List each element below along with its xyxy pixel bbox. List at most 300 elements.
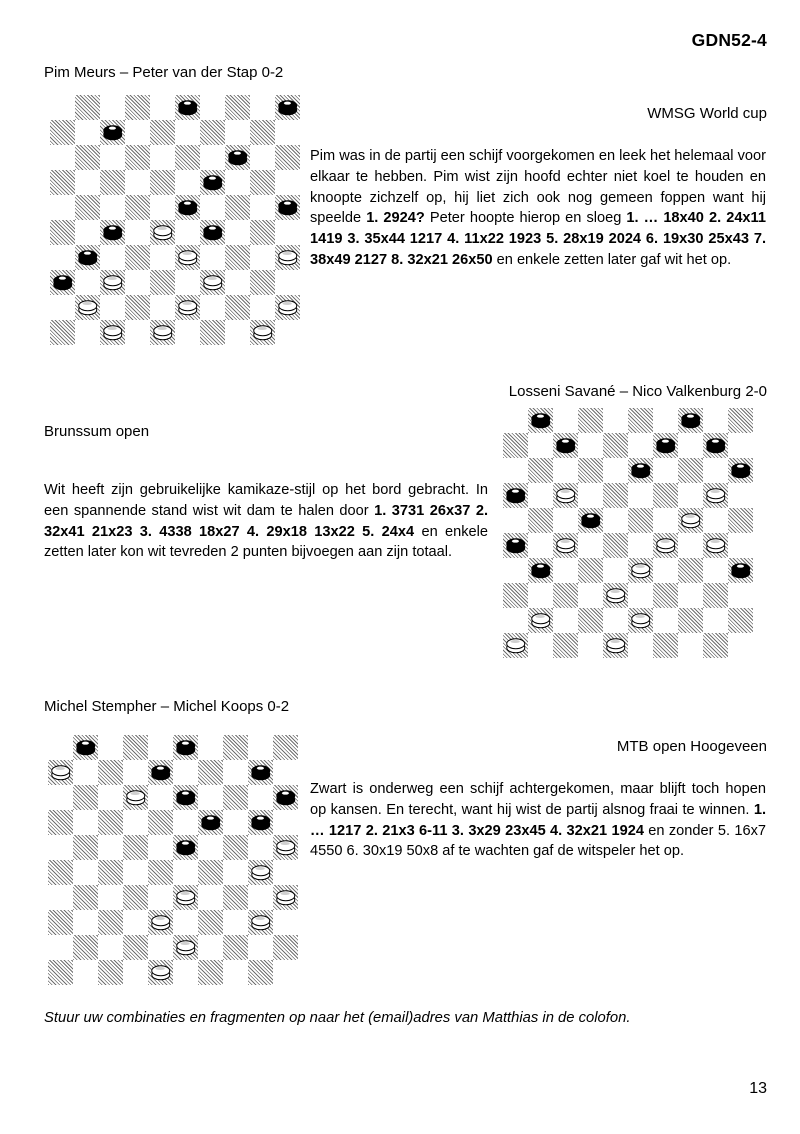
event-title-1-text: WMSG World cup: [647, 105, 767, 122]
board-square-light: [578, 433, 603, 458]
board-square-42: [123, 935, 148, 960]
board-square-light: [578, 533, 603, 558]
board-square-light: [628, 433, 653, 458]
board-square-light: [653, 408, 678, 433]
piece-highlight: [131, 792, 140, 794]
piece-top: [178, 100, 198, 111]
piece-top: [681, 413, 701, 424]
piece-highlight: [207, 817, 214, 820]
board-square-15: [728, 458, 753, 483]
board-square-19: [198, 810, 223, 835]
black-piece: [103, 125, 123, 141]
board-square-light: [150, 245, 175, 270]
board-square-34: [225, 245, 250, 270]
piece-highlight: [158, 327, 167, 329]
board-square-28: [603, 533, 628, 558]
board-square-19: [200, 170, 225, 195]
piece-top: [531, 413, 551, 424]
piece-top: [176, 740, 196, 751]
piece-highlight: [611, 590, 620, 592]
event-title-1: [647, 105, 767, 122]
board-square-light: [225, 220, 250, 245]
board-square-5: [275, 95, 300, 120]
board-square-light: [100, 195, 125, 220]
piece-highlight: [83, 302, 92, 304]
piece-top: [126, 790, 146, 801]
board-square-20: [250, 170, 275, 195]
board-square-light: [703, 558, 728, 583]
board-square-29: [653, 533, 678, 558]
board-square-light: [653, 608, 678, 633]
board-square-light: [628, 583, 653, 608]
board-square-49: [198, 960, 223, 985]
board-square-light: [603, 558, 628, 583]
board-square-light: [628, 483, 653, 508]
piece-top: [78, 250, 98, 261]
board-square-light: [75, 220, 100, 245]
board-square-42: [578, 608, 603, 633]
piece-top: [76, 740, 96, 751]
board-square-light: [248, 835, 273, 860]
board-square-31: [73, 885, 98, 910]
piece-top: [278, 250, 298, 261]
text-run: en enkele zetten later kon wit tevreden 2 punten bijvoegen aan zijn totaal.: [44, 523, 488, 561]
board-square-8: [150, 120, 175, 145]
board-square-light: [200, 145, 225, 170]
board-square-31: [528, 558, 553, 583]
board-square-10: [250, 120, 275, 145]
board-square-light: [75, 270, 100, 295]
white-piece: [151, 965, 171, 981]
piece-top: [203, 275, 223, 286]
board-square-7: [100, 120, 125, 145]
piece-top: [153, 325, 173, 336]
white-piece: [203, 275, 223, 291]
board-square-light: [578, 633, 603, 658]
board-square-44: [225, 295, 250, 320]
board-square-43: [173, 935, 198, 960]
piece-top: [581, 513, 601, 524]
piece-highlight: [561, 540, 570, 542]
board-square-12: [123, 785, 148, 810]
white-piece: [556, 488, 576, 504]
board-square-light: [223, 760, 248, 785]
board-square-26: [50, 220, 75, 245]
commentary-text-1: [310, 146, 766, 271]
board-square-2: [578, 408, 603, 433]
piece-highlight: [56, 767, 65, 769]
board-square-1: [73, 735, 98, 760]
board-square-light: [150, 145, 175, 170]
piece-top: [731, 463, 751, 474]
board-square-34: [223, 885, 248, 910]
board-square-20: [703, 483, 728, 508]
event-title-3-text: MTB open Hoogeveen: [616, 738, 767, 755]
board-square-44: [678, 608, 703, 633]
board-square-light: [250, 295, 275, 320]
board-square-45: [273, 935, 298, 960]
board-square-29: [198, 860, 223, 885]
piece-top: [203, 175, 223, 186]
board-square-3: [175, 95, 200, 120]
board-square-light: [150, 95, 175, 120]
piece-highlight: [512, 490, 519, 493]
board-square-41: [75, 295, 100, 320]
board-square-light: [273, 810, 298, 835]
black-piece: [203, 175, 223, 191]
game-title-2: Losseni Savané – Nico Valkenburg 2-0: [508, 383, 767, 400]
board-square-light: [250, 145, 275, 170]
board-square-22: [123, 835, 148, 860]
piece-top: [606, 638, 626, 649]
piece-highlight: [208, 277, 217, 279]
board-square-11: [73, 785, 98, 810]
black-piece: [506, 538, 526, 554]
board-square-3: [173, 735, 198, 760]
piece-highlight: [181, 892, 190, 894]
commentary-text-3: [310, 779, 766, 862]
board-square-light: [578, 583, 603, 608]
text-run: en enkele zetten later gaf wit het op.: [496, 251, 732, 268]
board-square-16: [48, 810, 73, 835]
white-piece: [278, 300, 298, 316]
board-square-39: [200, 270, 225, 295]
board-square-light: [225, 270, 250, 295]
board-square-15: [275, 145, 300, 170]
board-square-light: [223, 810, 248, 835]
text-run: 1. … 1217 2. 21x3 6-11 3. 3x29 23x45 4. 32x21 1924: [310, 801, 766, 839]
board-square-32: [125, 245, 150, 270]
piece-highlight: [537, 565, 544, 568]
board-square-light: [275, 220, 300, 245]
piece-highlight: [536, 615, 545, 617]
board-square-light: [225, 170, 250, 195]
board-square-27: [553, 533, 578, 558]
board-square-light: [703, 408, 728, 433]
board-square-light: [125, 320, 150, 345]
board-square-6: [503, 433, 528, 458]
piece-top: [251, 765, 271, 776]
commentary-text-2: [44, 480, 488, 563]
board-square-38: [150, 270, 175, 295]
board-square-8: [603, 433, 628, 458]
piece-highlight: [257, 767, 264, 770]
black-piece: [53, 275, 73, 291]
black-piece: [176, 790, 196, 806]
board-square-17: [100, 170, 125, 195]
board-square-light: [198, 785, 223, 810]
board-square-light: [150, 195, 175, 220]
board-square-47: [98, 960, 123, 985]
board-square-light: [173, 910, 198, 935]
white-piece: [656, 538, 676, 554]
piece-highlight: [256, 917, 265, 919]
piece-highlight: [257, 817, 264, 820]
board-square-7: [553, 433, 578, 458]
black-piece: [581, 513, 601, 529]
board-square-light: [48, 885, 73, 910]
board-square-39: [198, 910, 223, 935]
white-piece: [126, 790, 146, 806]
white-piece: [631, 613, 651, 629]
piece-top: [556, 488, 576, 499]
piece-highlight: [158, 227, 167, 229]
black-piece: [278, 100, 298, 116]
board-square-48: [603, 633, 628, 658]
board-square-45: [275, 295, 300, 320]
black-piece: [76, 740, 96, 756]
board-square-41: [528, 608, 553, 633]
board-square-light: [100, 95, 125, 120]
piece-top: [176, 940, 196, 951]
piece-top: [278, 100, 298, 111]
board-square-31: [75, 245, 100, 270]
board-square-48: [148, 960, 173, 985]
white-piece: [103, 325, 123, 341]
white-piece: [278, 250, 298, 266]
board-square-light: [75, 170, 100, 195]
board-square-37: [553, 583, 578, 608]
board-square-49: [200, 320, 225, 345]
white-piece: [681, 513, 701, 529]
issue-header: GDN52-4: [691, 30, 767, 50]
board-square-1: [75, 95, 100, 120]
board-square-24: [225, 195, 250, 220]
board-square-light: [48, 735, 73, 760]
white-piece: [176, 940, 196, 956]
piece-top: [203, 225, 223, 236]
white-piece: [151, 915, 171, 931]
piece-top: [51, 765, 71, 776]
piece-highlight: [512, 540, 519, 543]
piece-top: [706, 488, 726, 499]
piece-highlight: [537, 415, 544, 418]
board-square-light: [553, 508, 578, 533]
piece-top: [631, 613, 651, 624]
piece-highlight: [562, 440, 569, 443]
board-square-light: [100, 145, 125, 170]
piece-highlight: [281, 842, 290, 844]
board-square-29: [200, 220, 225, 245]
board-square-light: [73, 860, 98, 885]
black-piece: [631, 463, 651, 479]
board-square-light: [275, 270, 300, 295]
black-piece: [178, 200, 198, 216]
piece-top: [103, 325, 123, 336]
board-square-light: [198, 935, 223, 960]
board-square-6: [50, 120, 75, 145]
piece-highlight: [182, 792, 189, 795]
board-square-32: [123, 885, 148, 910]
piece-top: [531, 613, 551, 624]
board-square-light: [98, 885, 123, 910]
board-square-light: [125, 270, 150, 295]
board-square-light: [73, 810, 98, 835]
board-square-light: [200, 95, 225, 120]
board-square-light: [603, 408, 628, 433]
white-piece: [606, 588, 626, 604]
text-run: en zonder 5. 16x7 4550 6. 30x19 50x8 af te wachten gaf de witspeler het op.: [310, 822, 766, 860]
board-square-light: [125, 120, 150, 145]
piece-top: [631, 463, 651, 474]
board-square-light: [73, 910, 98, 935]
black-piece: [228, 150, 248, 166]
piece-top: [178, 200, 198, 211]
event-title-2: [44, 423, 149, 440]
piece-top: [556, 438, 576, 449]
game-title-3: Michel Stempher – Michel Koops 0-2: [44, 698, 290, 715]
board-square-12: [578, 458, 603, 483]
board-square-48: [150, 320, 175, 345]
board-square-light: [275, 120, 300, 145]
piece-highlight: [587, 515, 594, 518]
piece-top: [178, 300, 198, 311]
board-square-light: [273, 760, 298, 785]
piece-highlight: [109, 227, 116, 230]
piece-top: [681, 513, 701, 524]
board-square-17: [553, 483, 578, 508]
board-square-25: [728, 508, 753, 533]
black-piece: [278, 200, 298, 216]
piece-top: [276, 790, 296, 801]
piece-highlight: [183, 252, 192, 254]
piece-highlight: [184, 102, 191, 105]
piece-highlight: [661, 540, 670, 542]
board-square-light: [703, 458, 728, 483]
board-square-33: [628, 558, 653, 583]
piece-highlight: [82, 742, 89, 745]
board-square-light: [628, 533, 653, 558]
piece-highlight: [737, 565, 744, 568]
black-piece: [731, 463, 751, 479]
board-square-11: [528, 458, 553, 483]
board-square-light: [248, 885, 273, 910]
board-square-light: [603, 508, 628, 533]
board-square-36: [48, 910, 73, 935]
white-piece: [153, 225, 173, 241]
board-square-light: [123, 860, 148, 885]
board-square-4: [223, 735, 248, 760]
white-piece: [631, 563, 651, 579]
black-piece: [78, 250, 98, 266]
black-piece: [251, 815, 271, 831]
board-square-light: [175, 320, 200, 345]
board-square-27: [98, 860, 123, 885]
board-square-1: [528, 408, 553, 433]
board-square-24: [678, 508, 703, 533]
piece-top: [228, 150, 248, 161]
piece-highlight: [711, 490, 720, 492]
board-square-13: [628, 458, 653, 483]
board-square-light: [48, 785, 73, 810]
page-number: 13: [749, 1080, 767, 1097]
piece-top: [78, 300, 98, 311]
white-piece: [276, 890, 296, 906]
piece-highlight: [109, 127, 116, 130]
piece-highlight: [184, 202, 191, 205]
board-square-22: [125, 195, 150, 220]
piece-top: [506, 638, 526, 649]
piece-highlight: [181, 942, 190, 944]
board-square-light: [528, 483, 553, 508]
board-square-light: [98, 935, 123, 960]
white-piece: [153, 325, 173, 341]
board-square-light: [125, 220, 150, 245]
piece-highlight: [687, 415, 694, 418]
footer-note: Stuur uw combinaties en fragmenten op naar het (email)adres van Matthias in de colofon.: [44, 1010, 631, 1026]
board-square-light: [273, 910, 298, 935]
board-square-light: [223, 910, 248, 935]
board-square-light: [603, 458, 628, 483]
white-piece: [78, 300, 98, 316]
board-square-16: [503, 483, 528, 508]
piece-top: [103, 225, 123, 236]
board-square-light: [73, 960, 98, 985]
board-square-5: [273, 735, 298, 760]
piece-top: [251, 815, 271, 826]
board-square-light: [198, 835, 223, 860]
board-square-11: [75, 145, 100, 170]
text-run: 1. 2924?: [366, 210, 430, 227]
piece-top: [251, 865, 271, 876]
piece-top: [151, 965, 171, 976]
board-square-light: [553, 408, 578, 433]
piece-highlight: [281, 892, 290, 894]
board-square-light: [503, 408, 528, 433]
black-piece: [178, 100, 198, 116]
board-square-light: [98, 835, 123, 860]
board-square-light: [125, 170, 150, 195]
board-square-10: [703, 433, 728, 458]
board-square-light: [148, 785, 173, 810]
piece-highlight: [156, 967, 165, 969]
board-square-light: [528, 533, 553, 558]
white-piece: [276, 840, 296, 856]
board-square-49: [653, 633, 678, 658]
draughts-board-2: [503, 408, 753, 658]
board-square-light: [75, 120, 100, 145]
board-square-30: [703, 533, 728, 558]
black-piece: [656, 438, 676, 454]
piece-top: [706, 438, 726, 449]
board-square-light: [98, 785, 123, 810]
board-square-light: [728, 583, 753, 608]
board-square-light: [223, 860, 248, 885]
board-square-40: [703, 583, 728, 608]
board-square-47: [100, 320, 125, 345]
white-piece: [251, 915, 271, 931]
piece-top: [656, 538, 676, 549]
white-piece: [606, 638, 626, 654]
piece-top: [506, 538, 526, 549]
board-square-9: [653, 433, 678, 458]
board-square-light: [198, 885, 223, 910]
board-square-light: [503, 508, 528, 533]
board-square-38: [603, 583, 628, 608]
piece-top: [153, 225, 173, 236]
piece-highlight: [561, 490, 570, 492]
board-square-light: [98, 735, 123, 760]
piece-highlight: [737, 465, 744, 468]
piece-top: [103, 125, 123, 136]
piece-highlight: [182, 742, 189, 745]
board-square-41: [73, 935, 98, 960]
board-square-light: [273, 960, 298, 985]
board-square-50: [703, 633, 728, 658]
board-square-10: [248, 760, 273, 785]
black-piece: [203, 225, 223, 241]
piece-top: [176, 840, 196, 851]
